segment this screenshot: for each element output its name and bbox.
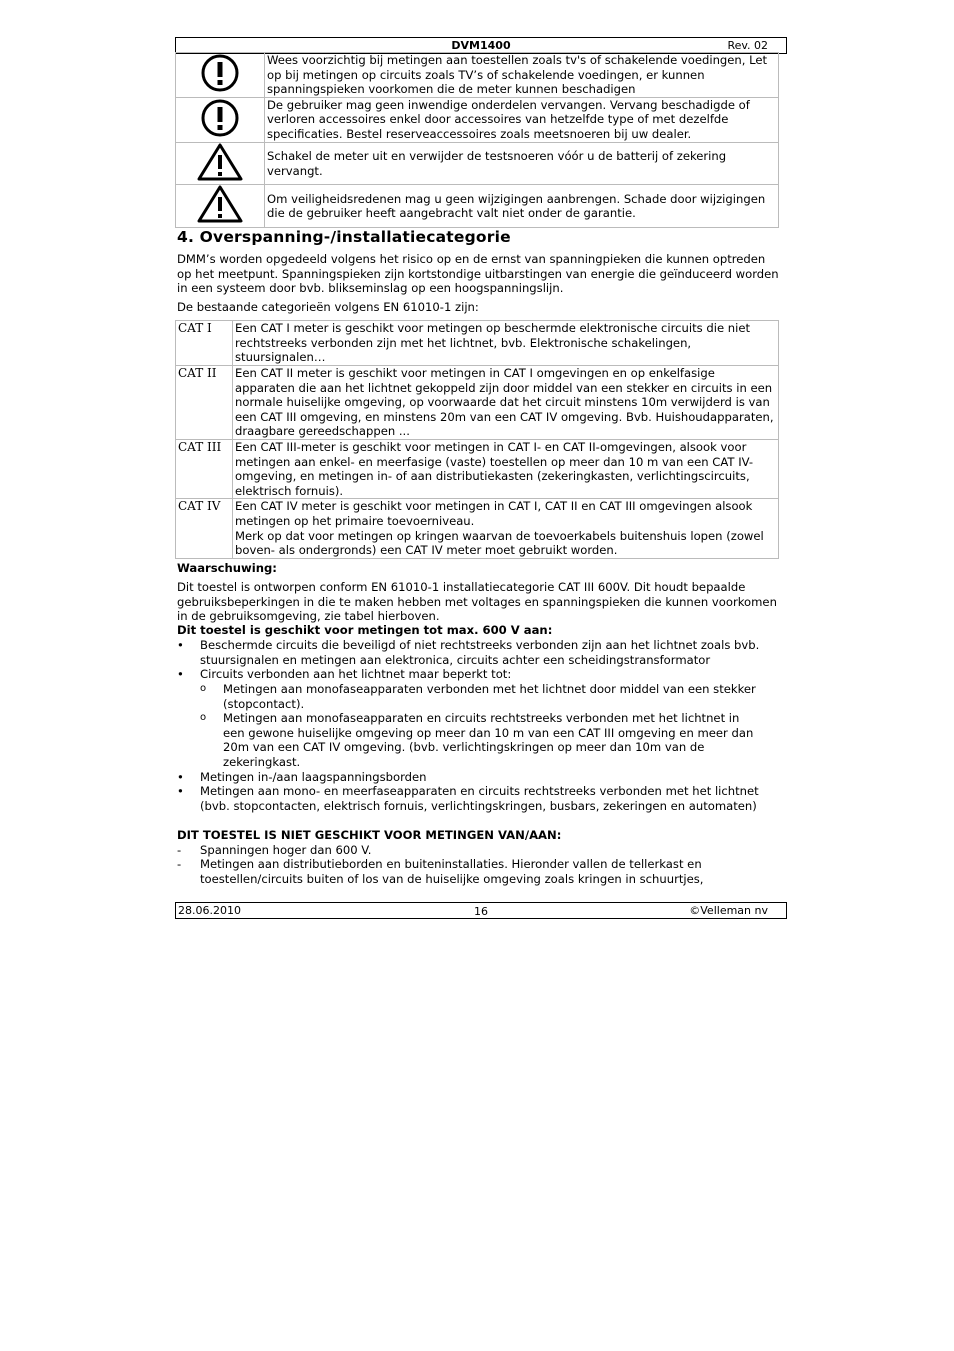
warning-triangle-icon [176, 142, 265, 185]
list-item: Circuits verbonden aan het lichtnet maar beperkt tot: [200, 667, 512, 681]
category-key: CAT IV [176, 499, 233, 558]
document-title: DVM1400 [451, 39, 511, 52]
table-row [176, 185, 779, 228]
section-intro: DMM’s worden opgedeeld volgens het risico op en de ernst van spanningpieken die kunnen optreden op het meetpunt. Spanningspieken zijn kortstondige uitbarstingen van energie die geïnduceerd worden in een systeem door bvb. blikseminslag op een hoogspanningslijn. [177, 252, 779, 296]
list-item: Metingen aan distributieborden en buiteninstallaties. Hieronder vallen de tellerkast en toestellen/circuits buiten of los van de huiselijke omgeving zoals kringen in schuurtjes, [200, 857, 704, 886]
table-row [176, 440, 779, 499]
table-row [176, 321, 779, 366]
list-item: Beschermde circuits die beveiligd of niet rechtstreeks verbonden zijn aan het lichtnet zoals bvb. stuursignalen en metingen aan elektronica, circuits achter een scheidingstransformator [200, 638, 760, 667]
circle-bullet-icon: o [200, 683, 207, 694]
safety-warnings-table [175, 52, 779, 228]
bullet-icon: • [177, 770, 184, 784]
list-item: Metingen aan mono- en meerfaseapparaten en circuits rechtstreeks verbonden met het lichtnet (bvb. stopcontacten, elektrisch fornuis, verlichtingskringen, busbars, zekeringen en automaten) [200, 784, 759, 813]
not-suitable-heading: DIT TOESTEL IS NIET GESCHIKT VOOR METINGEN VAN/AAN: [177, 828, 562, 842]
warning-text: Om veiligheidsredenen mag u geen wijzigingen aanbrengen. Schade door wijzigingen die de gebruiker heeft aangebracht valt niet onder de garantie. [265, 185, 779, 228]
list-item: Spanningen hoger dan 600 V. [200, 843, 372, 857]
category-key: CAT III [176, 440, 233, 499]
category-text: Een CAT I meter is geschikt voor metingen op beschermde elektronische circuits die niet rechtstreeks verbonden zijn met het lichtnet, bvb. Elektronische schakelingen, stuursignalen… [233, 321, 779, 366]
revision-label: Rev. 02 [727, 39, 768, 52]
section-lead: De bestaande categorieën volgens EN 61010-1 zijn: [177, 300, 479, 314]
category-table [175, 320, 779, 559]
bullet-icon: • [177, 667, 184, 681]
circle-bullet-icon: o [200, 712, 207, 723]
warning-label: Waarschuwing: [177, 561, 277, 575]
footer-date: 28.06.2010 [178, 904, 241, 917]
table-row [176, 499, 779, 558]
category-key: CAT I [176, 321, 233, 366]
table-row [176, 142, 779, 185]
bullet-icon: • [177, 784, 184, 798]
exclamation-circle-icon [176, 97, 265, 142]
table-row [176, 366, 779, 440]
page-footer [175, 902, 787, 919]
category-key: CAT II [176, 366, 233, 440]
suitable-heading: Dit toestel is geschikt voor metingen tot max. 600 V aan: [177, 623, 553, 637]
page-number: 16 [474, 905, 488, 918]
table-row [176, 97, 779, 142]
bullet-icon: • [177, 638, 184, 652]
table-row [176, 53, 779, 98]
sub-list-item: Metingen aan monofaseapparaten en circuits rechtstreeks verbonden met het lichtnet in een gewone huiselijke omgeving op meer dan 10 m van een CAT III omgeving en meer dan 20m van een CAT IV omgeving. (bvb. verlichtingskringen op meer dan 10m van de zekeringkast. [223, 711, 754, 769]
warning-text: Wees voorzichtig bij metingen aan toestellen zoals tv's of schakelende voedingen, Let op bij metingen op circuits zoals TV’s of schakelende voedingen, er kunnen spanningspieken voorkomen die de meter kunnen beschadigen [265, 53, 779, 98]
footer-copyright: ©Velleman nv [689, 904, 768, 917]
list-item: Metingen in-/aan laagspanningsborden [200, 770, 427, 784]
warning-text: De gebruiker mag geen inwendige onderdelen vervangen. Vervang beschadigde of verloren accessoires enkel door accessoires van hetzelfde type of met dezelfde specificaties. Bestel reserveaccessoires zoals meetsnoeren bij uw dealer. [265, 97, 779, 142]
warning-triangle-icon [176, 185, 265, 228]
exclamation-circle-icon [176, 53, 265, 98]
category-text: Een CAT II meter is geschikt voor metingen in CAT I omgevingen en op enkelfasige apparaten die aan het lichtnet gekoppeld zijn door middel van een stekker en circuits in een normale huiselijke omgeving, op voorwaarde dat het circuit minstens 10m verwijderd is van een CAT III omgeving, en minstens 20m van een CAT IV omgeving. Bvb. Huishoudapparaten, draagbare gereedschappen ... [233, 366, 779, 440]
dash-bullet-icon: - [177, 843, 182, 857]
dash-bullet-icon: - [177, 857, 182, 871]
warning-text: Dit toestel is ontworpen conform EN 61010-1 installatiecategorie CAT III 600V. Dit houdt bepaalde gebruiksbeperkingen in die te maken hebben met voltages en spanningspieken die kunnen voorkomen in de gebruiksomgeving, zie tabel hierboven. [177, 580, 777, 624]
warning-text: Schakel de meter uit en verwijder de testsnoeren vóór u de batterij of zekering vervangt. [265, 142, 779, 185]
category-text: Een CAT IV meter is geschikt voor metingen in CAT I, CAT II en CAT III omgevingen alsook metingen op het primaire toevoerniveau. Merk op dat voor metingen op kringen waarvan de toevoerkabels buitenshuis lopen (zowel boven- als ondergronds) een CAT IV meter moet gebruikt worden. [233, 499, 779, 558]
sub-list-item: Metingen aan monofaseapparaten verbonden met het lichtnet door middel van een stekker (stopcontact). [223, 682, 756, 711]
section-heading: 4. Overspanning-/installatiecategorie [177, 228, 511, 246]
category-text: Een CAT III-meter is geschikt voor metingen in CAT I- en CAT II-omgevingen, alsook voor metingen aan enkel- en meerfasige (vaste) toestellen op meer dan 10 m van een CAT IV-omgeving, en metingen in- of aan distributiekasten (zekeringkasten, verlichtingscircuits, elektrisch fornuis). [233, 440, 779, 499]
